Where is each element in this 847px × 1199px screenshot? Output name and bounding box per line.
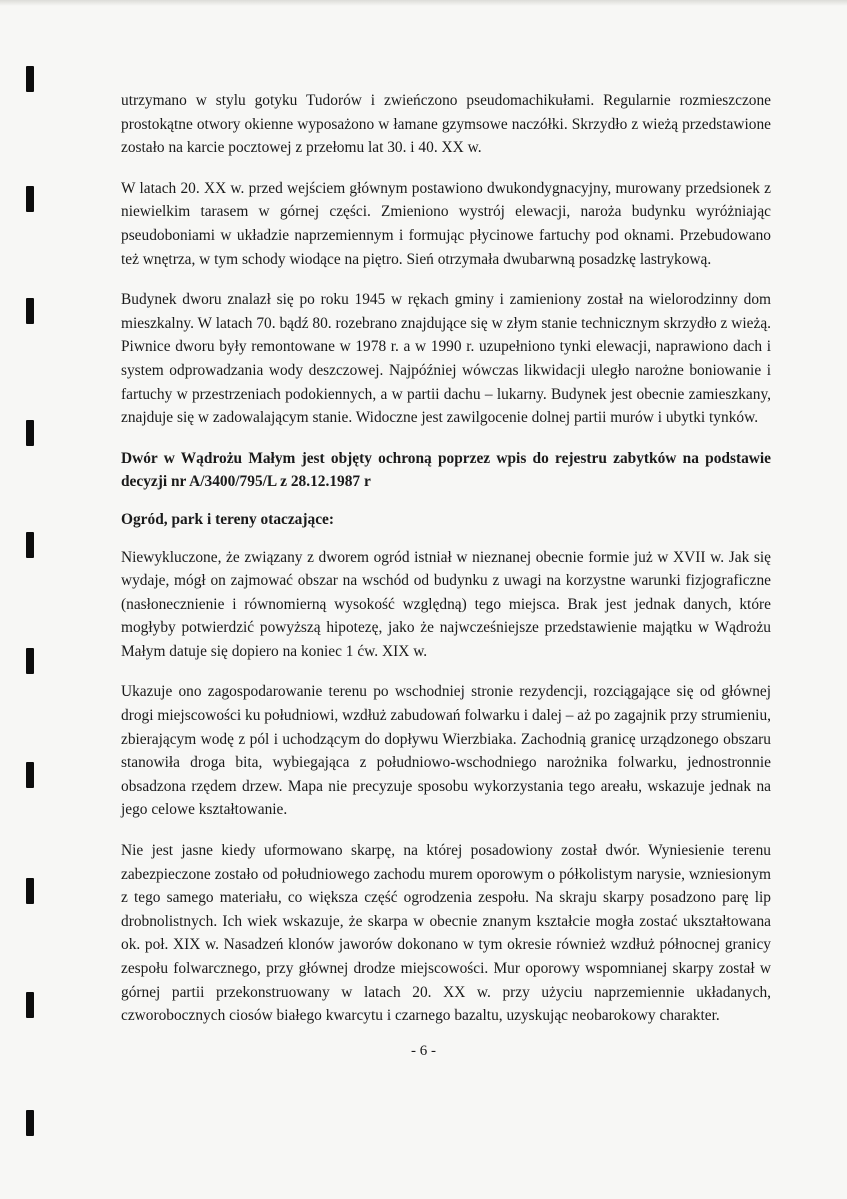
section-heading: Ogród, park i tereny otaczające: xyxy=(121,510,334,528)
binder-hole-mark xyxy=(26,1110,34,1136)
body-text xyxy=(121,89,771,1045)
paragraph: Nie jest jasne kiedy uformowano skarpę, na której posadowiony został dwór. Wyniesienie terenu zabezpieczone zostało od południowego zachodu murem oporowym o półkolistym narysie, wzniesionym z tego samego materiału, co większa część ogrodzenia zespołu. Na skraju skarpy posadzono parę lip drobnolistnych. Ich wiek wskazuje, że skarpa w obecnie znanym kształcie mogła zostać ukształtowana ok. poł. XIX w. Nasadzeń klonów jaworów dokonano w tym okresie również wzdłuż północnej granicy zespołu folwarcznego, przy głównej drodze miejscowości. Mur oporowy wspomnianej skarpy został w górnej partii przekonstruowany w latach 20. XX w. przy użyciu naprzemiennie układanych, czworobocznych ciosów białego kwarcytu i czarnego bazaltu, uzyskując neobarokowy charakter. xyxy=(121,842,771,1025)
binder-hole-mark xyxy=(26,66,34,92)
binder-hole-mark xyxy=(26,762,34,788)
binder-hole-mark xyxy=(26,648,34,674)
paragraph: utrzymano w stylu gotyku Tudorów i zwieńczono pseudomachikułami. Regularnie rozmieszczone prostokątne otwory okienne wyposażono w łamane gzymsowe naczółki. Skrzydło z wieżą przedstawione zostało na karcie pocztowej z przełomu lat 30. i 40. XX w. xyxy=(121,92,771,157)
paragraph: W latach 20. XX w. przed wejściem głównym postawiono dwukondygnacyjny, murowany przedsionek z niewielkim tarasem w górnej części. Zmieniono wystrój elewacji, naroża budynku wyróżniając pseudoboniami w układzie naprzemiennym i formując płycinowe fartuchy pod oknami. Przebudowano też wnętrza, w tym schody wiodące na piętro. Sień otrzymała dwubarwną posadzkę lastrykową. xyxy=(121,179,771,268)
binder-hole-mark xyxy=(26,420,34,446)
page-number: - 6 - xyxy=(411,1043,436,1059)
binder-hole-mark xyxy=(26,878,34,904)
paragraph: Budynek dworu znalazł się po roku 1945 w rękach gminy i zamieniony został na wielorodzinny dom mieszkalny. W latach 70. bądź 80. rozebrano znajdujące się w złym stanie technicznym skrzydło z wieżą. Piwnice dworu były remontowane w 1978 r. a w 1990 r. uzupełniono tynki elewacji, naprawiono dach i system odprowadzania wody deszczowej. Najpóźniej wówczas likwidacji uległo narożne boniowanie i fartuchy w przestrzeniach podokiennych, a w partii dachu – lukarny. Budynek jest obecnie zamieszkany, znajduje się w zadowalającym stanie. Widoczne jest zawilgocenie dolnej partii murów i ubytki tynków. xyxy=(121,291,771,427)
binder-hole-mark xyxy=(26,532,34,558)
paragraph: Niewykluczone, że związany z dworem ogród istniał w nieznanej obecnie formie już w XVII w. Jak się wydaje, mógł on zajmować obszar na wschód od budynku z uwagi na korzystne warunki fizjograficzne (nasłonecznienie i równomierną wysokość względną) tego miejsca. Brak jest jednak danych, które mogłyby potwierdzić powyższą hipotezę, jako że najwcześniejsze przedstawienie majątku w Wądrożu Małym datuje się dopiero na koniec 1 ćw. XIX w. xyxy=(121,548,771,660)
scan-edge-shadow xyxy=(0,0,847,6)
binder-hole-mark xyxy=(26,186,34,212)
binder-hole-mark xyxy=(26,992,34,1018)
heritage-register-note: Dwór w Wądrożu Małym jest objęty ochroną poprzez wpis do rejestru zabytków na podstawie decyzji nr A/3400/795/L z 28.12.1987 r xyxy=(121,449,771,491)
binder-hole-mark xyxy=(26,298,34,324)
paragraph: Ukazuje ono zagospodarowanie terenu po wschodniej stronie rezydencji, rozciągające się od głównej drogi miejscowości ku południowi, wzdłuż zabudowań folwarku i dalej – aż po zagajnik przy strumieniu, zbierającym wodę z pól i uchodzącym do dopływu Wierzbiaka. Zachodnią granicę urządzonego obszaru stanowiła droga bita, wybiegająca z południowo-wschodniego narożnika folwarku, jednostronnie obsadzona rzędem drzew. Mapa nie precyzuje sposobu wykorzystania tego areału, wskazuje jednak na jego celowe kształtowanie. xyxy=(121,683,771,819)
